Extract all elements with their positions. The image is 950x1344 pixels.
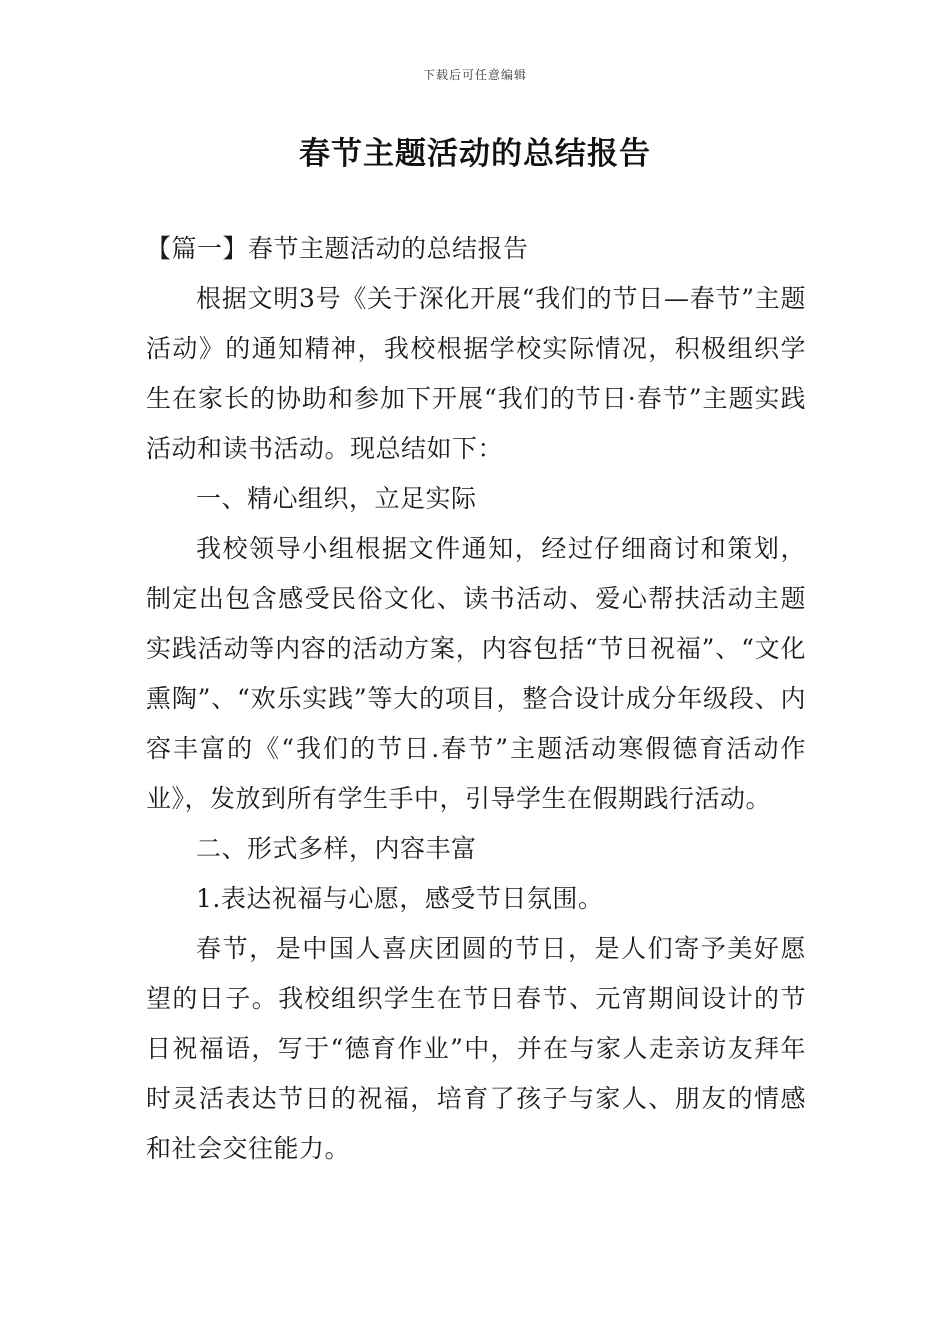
header-note: 下载后可任意编辑 — [422, 68, 527, 82]
paragraph: 一、精心组织，立足实际 — [196, 484, 477, 513]
paragraph: 1.表达祝福与心愿，感受节日氛围。 — [196, 884, 604, 913]
paragraph: 【篇一】春节主题活动的总结报告 — [146, 234, 529, 263]
paragraph: 二、形式多样，内容丰富 — [196, 834, 477, 863]
document-body — [146, 224, 806, 1174]
paragraph: 春节，是中国人喜庆团圆的节日，是人们寄予美好愿望的日子。我校组织学生在节日春节、元宵期间设计的节日祝福语，写于“德育作业”中，并在与家人走亲访友拜年时灵活表达节日的祝福，培育了孩子与家人、朋友的情感和社会交往能力。 — [146, 934, 806, 1163]
document-title: 春节主题活动的总结报告 — [299, 136, 651, 172]
paragraph: 根据文明3号《关于深化开展“我们的节日—春节”主题活动》的通知精神，我校根据学校实际情况，积极组织学生在家长的协助和参加下开展“我们的节日·春节”主题实践活动和读书活动。现总结如下： — [146, 284, 806, 463]
paragraph: 我校领导小组根据文件通知，经过仔细商讨和策划，制定出包含感受民俗文化、读书活动、爱心帮扶活动主题实践活动等内容的活动方案，内容包括“节日祝福”、“文化熏陶”、“欢乐实践”等大的项目，整合设计成分年级段、内容丰富的《“我们的节日.春节”主题活动寒假德育活动作业》，发放到所有学生手中，引导学生在假期践行活动。 — [146, 534, 806, 813]
